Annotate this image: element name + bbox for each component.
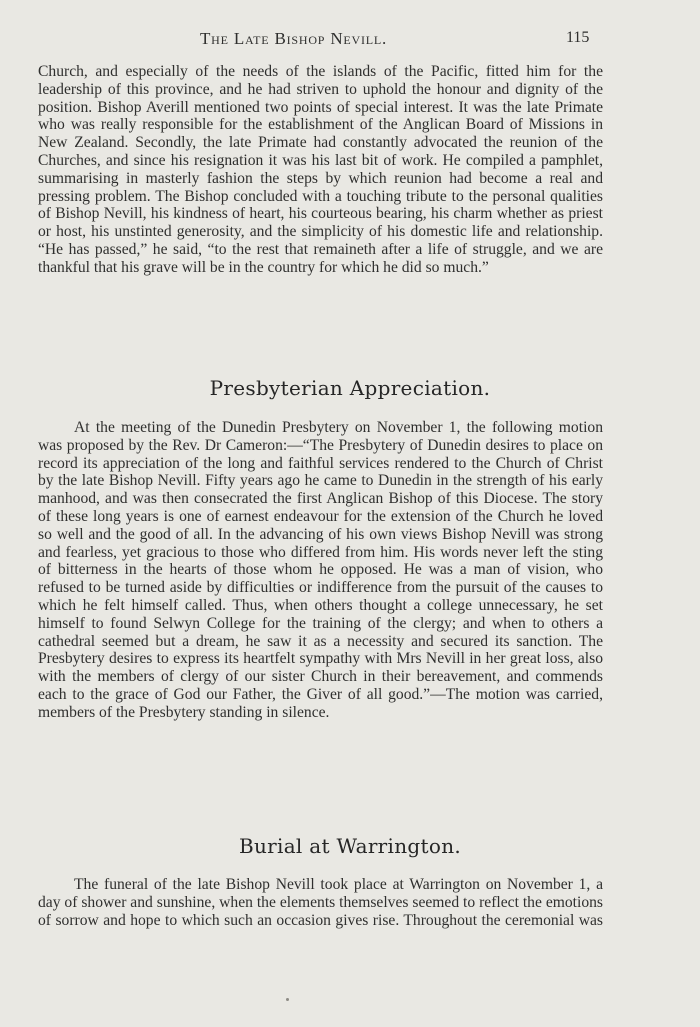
running-title: The Late Bishop Nevill. — [200, 29, 388, 48]
running-head — [0, 27, 700, 51]
presbyterian-paragraph-block — [38, 419, 603, 722]
section-heading-burial: Burial at Warrington. — [238, 834, 462, 858]
paper-speck — [286, 998, 289, 1001]
presbyterian-paragraph: At the meeting of the Dunedin Presbytery on November 1, the following motion was proposed by the Rev. Dr Cameron:—“The Presbytery of Dunedin desires to place on record its appreciation of the long and faithful services rendered to the Church of Christ by the late Bishop Nevill. Fifty years ago he came to Dunedin in the strength of his early manhood, and was then consecrated the first Anglican Bishop of this Diocese. The story of these long years is one of earnest endeavour for the extension of the Church he loved so well and the good of all. In the advancing of his own views Bishop Nevill was strong and fearless, yet gracious to those who differed from him. His words never left the sting of bitterness in the hearts of those whom he opposed. He was a man of vision, who refused to be turned aside by difficulties or indifference from the pursuit of the causes to which he felt himself called. Thus, when others thought a college unnecessary, he set himself to found Selwyn College for the training of the clergy; and when to others a cathedral seemed but a dream, he saw it as a necessity and secured its sanction. The Presbytery desires to express its heartfelt sympathy with Mrs Nevill in her great loss, also with the members of clergy of our sister Church in their bereavement, and commends each to the grace of God our Father, the Giver of all good.”—The motion was carried, members of the Presbytery standing in silence. — [38, 419, 603, 721]
continued-paragraph: Church, and especially of the needs of the islands of the Pacific, fitted him for the leadership of this province, and he had striven to uphold the honour and dignity of the position. Bishop Averill mentioned two points of special interest. It was the late Primate who was really responsible for the establishment of the Anglican Board of Missions in New Zealand. Secondly, the late Primate had constantly advocated the reunion of the Churches, and since his resignation it was his last bit of work. He compiled a pamphlet, summarising in masterly fashion the steps by which reunion had become a real and pressing problem. The Bishop concluded with a touching tribute to the personal qualities of Bishop Nevill, his kindness of heart, his courteous bearing, his charm whether as priest or host, his unstinted generosity, and the simplicity of his domestic life and relationship. “He has passed,” he said, “to the rest that remaineth after a life of struggle, and we are thankful that his grave will be in the country for which he did so much.” — [38, 63, 603, 276]
page-number: 115 — [566, 29, 590, 46]
section-heading-presbyterian: Presbyterian Appreciation. — [209, 376, 491, 400]
continued-paragraph-block — [38, 63, 603, 277]
burial-paragraph: The funeral of the late Bishop Nevill took place at Warrington on November 1, a day of shower and sunshine, when the elements themselves seemed to reflect the emotions of sorrow and hope to which such an occasion gives rise. Throughout the ceremonial was — [38, 876, 603, 929]
burial-paragraph-block — [38, 876, 603, 929]
